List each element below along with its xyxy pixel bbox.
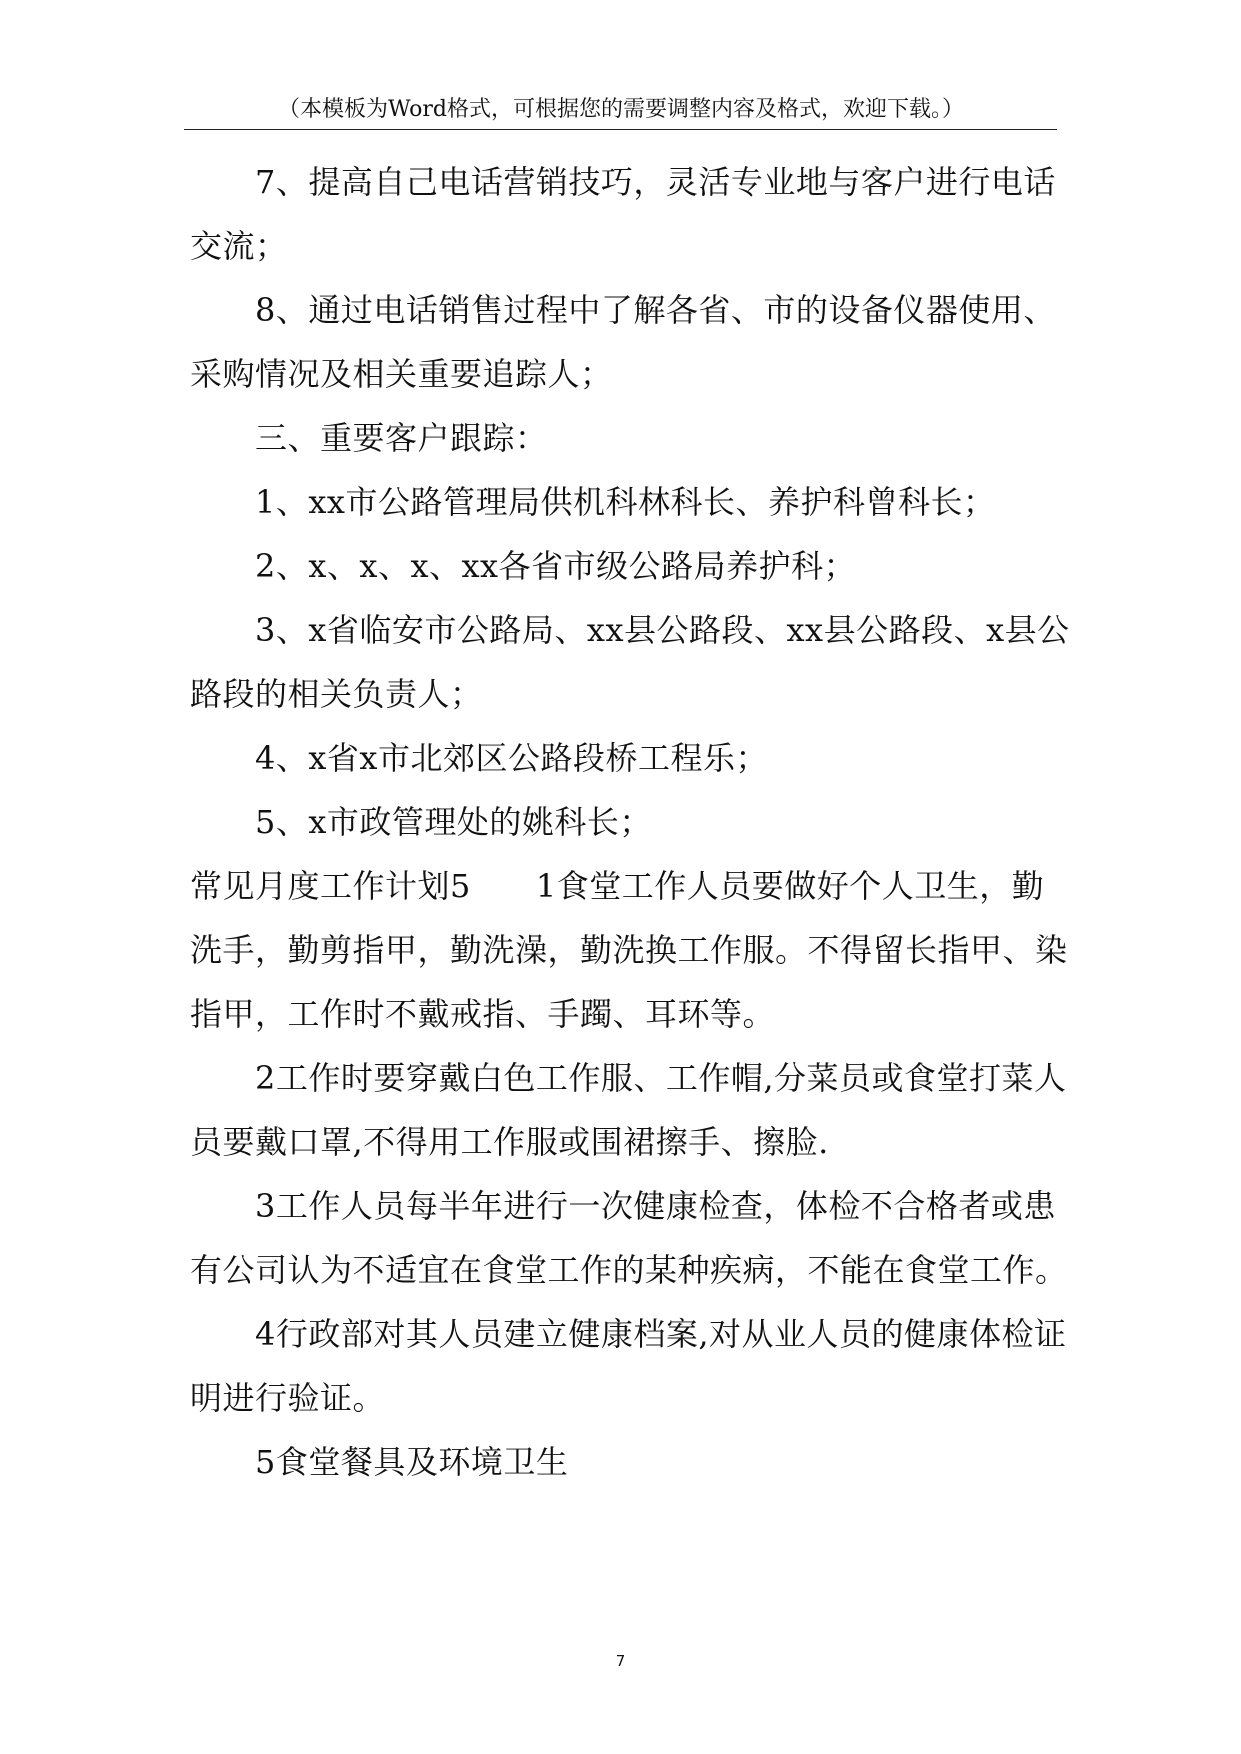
paragraph-monthly-plan-heading: 常见月度工作计划5 1食堂工作人员要做好个人卫生，勤洗手，勤剪指甲，勤洗澡，勤洗换工作服。不得留长指甲、染指甲，工作时不戴戒指、手躅、耳环等。 [190,867,1068,1033]
paragraph-hygiene-4: 4行政部对其人员建立健康档案,对从业人员的健康体检证明进行验证。 [190,1315,1067,1417]
section-heading-key-clients: 三、重要客户跟踪： [255,419,548,457]
paragraph-hygiene-3: 3工作人员每半年进行一次健康检查，体检不合格者或患有公司认为不适宜在食堂工作的某种疾病，不能在食堂工作。 [190,1187,1068,1289]
page-header-note: （本模板为Word格式，可根据您的需要调整内容及格式，欢迎下载。） [278,97,964,122]
header-divider [184,129,1057,130]
page-number: 7 [615,1652,626,1670]
paragraph-hygiene-2: 2工作时要穿戴白色工作服、工作帽,分菜员或食堂打菜人员要戴口罩,不得用工作服或围裙擦手、擦脸. [190,1059,1067,1161]
paragraph-item-7: 7、提高自己电话营销技巧，灵活专业地与客户进行电话交流； [190,163,1056,265]
paragraph-client-1: 1、xx市公路管理局供机科林科长、养护科曾科长； [255,483,996,521]
paragraph-client-3: 3、x省临安市公路局、xx县公路段、xx县公路段、x县公路段的相关负责人； [190,611,1070,713]
paragraph-client-4: 4、x省x市北郊区公路段桥工程乐； [255,739,768,777]
paragraph-client-5: 5、x市政管理处的姚科长； [255,803,652,841]
paragraph-hygiene-5: 5食堂餐具及环境卫生 [255,1443,569,1481]
paragraph-client-2: 2、x、x、x、xx各省市级公路局养护科； [255,547,857,585]
paragraph-item-8: 8、通过电话销售过程中了解各省、市的设备仪器使用、采购情况及相关重要追踪人； [190,291,1056,393]
document-body [190,150,1070,1494]
